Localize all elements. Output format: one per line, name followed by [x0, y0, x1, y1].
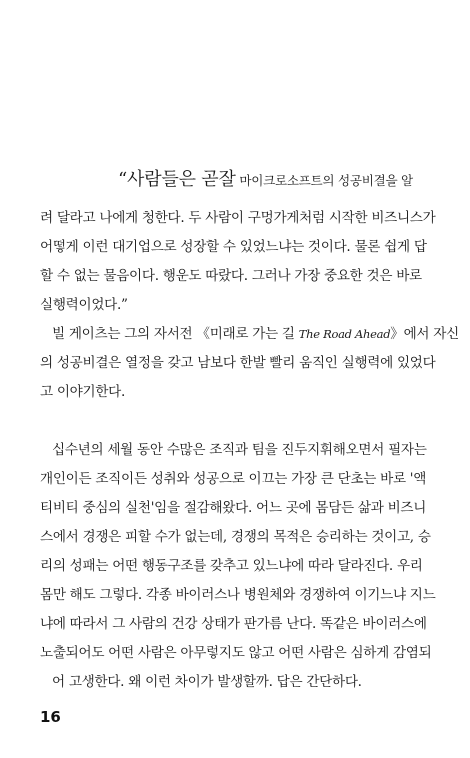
quote-line-3: 어떻게 이런 대기업으로 성장할 수 있었느냐는 것이다. 물론 쉽게 답 [40, 239, 427, 255]
body-line-3: 티비티 중심의 실천'임을 절감해왔다. 어느 곳에 몸담든 삶과 비즈니 [40, 500, 427, 516]
body-line-7: 냐에 따라서 그 사람의 건강 상태가 판가름 난다. 똑같은 바이러스에 [40, 616, 427, 632]
body-line-5: 리의 성패는 어떤 행동구조를 갖추고 있느냐에 따라 달라진다. 우리 [40, 558, 423, 574]
attribution-text-b: 》에서 자신 [390, 326, 459, 342]
attribution-line-1 [52, 324, 459, 344]
body-line-9: 어 고생한다. 왜 이런 차이가 발생할까. 답은 간단하다. [52, 674, 362, 690]
page-number: 16 [40, 708, 61, 726]
quote-line-5: 실행력이었다.” [40, 297, 128, 313]
attribution-text-a: 빌 게이츠는 그의 자서전 《미래로 가는 길 [52, 326, 299, 342]
quote-lead: “사람들은 곧잘 [118, 169, 236, 190]
body-line-8: 노출되어도 어떤 사람은 아무렇지도 않고 어떤 사람은 심하게 감염되 [40, 645, 432, 661]
quote-line1-rest: 마이크로소프트의 성공비결을 알 [235, 173, 413, 188]
body-line-4: 스에서 경쟁은 피할 수가 없는데, 경쟁의 목적은 승리하는 것이고, 승 [40, 529, 431, 545]
body-line-6: 몸만 해도 그렇다. 각종 바이러스나 병원체와 경쟁하여 이기느냐 지느 [40, 587, 436, 603]
body-line-2: 개인이든 조직이든 성취와 성공으로 이끄는 가장 큰 단초는 바로 '액 [40, 471, 427, 487]
quote-line-2: 려 달라고 나에게 청한다. 두 사람이 구멍가게처럼 시작한 비즈니스가 [40, 210, 436, 226]
attribution-line-2: 의 성공비결은 열정을 갖고 남보다 한발 빨리 움직인 실행력에 있었다 [40, 355, 436, 371]
body-line-1: 십수년의 세월 동안 수많은 조직과 팀을 진두지휘해오면서 필자는 [52, 442, 427, 458]
quote-line-4: 할 수 없는 물음이다. 행운도 따랐다. 그러나 가장 중요한 것은 바로 [40, 268, 422, 284]
quote-first-line [118, 170, 438, 191]
book-title: The Road Ahead [298, 327, 391, 341]
attribution-line-3: 고 이야기한다. [40, 384, 126, 400]
